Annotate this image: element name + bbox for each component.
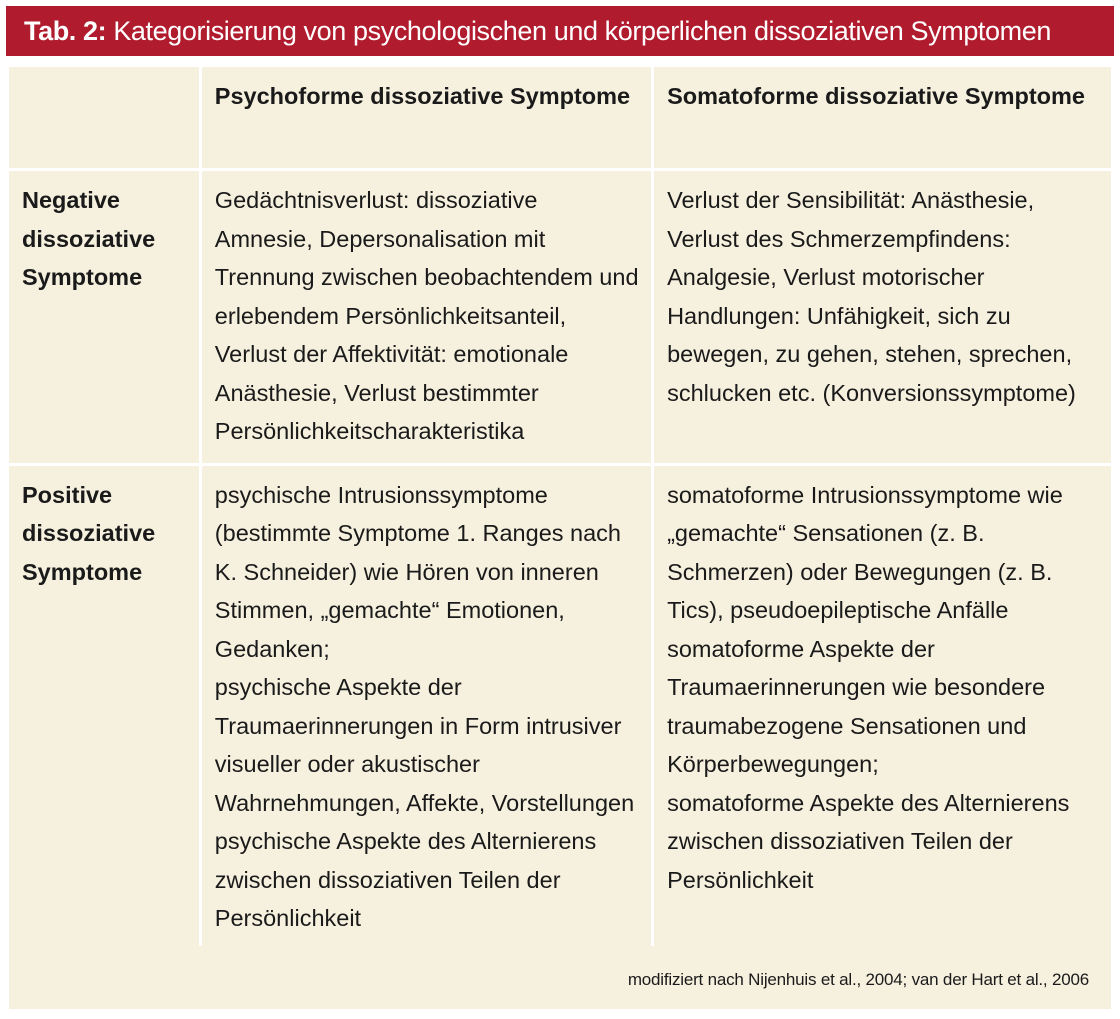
table-label: Tab. 2: (24, 16, 107, 46)
row-label-negative: Negative dissoziative Symptome (9, 171, 199, 463)
paragraph: psychische Aspekte der Traumaerinnerungen in Form intrusiver visueller oder akustischer Wahrnehmungen, Affekte, Vorstellungen (214, 674, 635, 816)
paragraph: somatoforme Aspekte des Alternierens zwischen dissoziativen Teilen der Persönlichkeit (667, 789, 1070, 893)
source-note: modifiziert nach Nijenhuis et al., 2004; van der Hart et al., 2006 (627, 970, 1089, 989)
footnote-box (9, 946, 1111, 1009)
table-caption: Kategorisierung von psychologischen und körperlichen dissoziativen Symptomen (113, 16, 1051, 46)
paragraph: somatoforme Aspekte der Traumaerinnerungen wie besondere traumabezogene Sensationen und Körperbewegungen; (667, 635, 1046, 777)
row-label-positive: Positive dissoziative Symptome (9, 466, 199, 951)
paragraph: somatoforme Intrusionssymptome wie „gemachte“ Sensationen (z. B. Schmerzen) oder Bewegungen (z. B. Tics), pseudoepileptische Anfälle (667, 481, 1063, 623)
cell-negative-somatoform: Verlust der Sensibilität: Anästhesie, Verlust des Schmerzempfindens: Analgesie, Verlust motorischer Handlungen: Unfähigkeit, sich zu bewegen, zu gehen, stehen, sprechen, schlucken etc. (Konversionssymptome) (654, 171, 1111, 463)
header-row (9, 67, 1111, 168)
header-psychoform: Psychoforme dissoziative Symptome (202, 67, 651, 168)
symptom-table (6, 64, 1114, 954)
table-row (9, 466, 1111, 951)
paragraph: psychische Intrusionssymptome (bestimmte Symptome 1. Ranges nach K. Schneider) wie Hören von inneren Stimmen, „gemachte“ Emotionen, Gedanken; (214, 481, 621, 662)
corner-cell (9, 67, 199, 168)
table-row (9, 171, 1111, 463)
header-somatoform: Somatoforme dissoziative Symptome (654, 67, 1111, 168)
table-title-bar (6, 6, 1114, 56)
cell-positive-psychoform (202, 466, 651, 951)
cell-positive-somatoform (654, 466, 1111, 951)
cell-negative-psychoform: Gedächtnisverlust: dissoziative Amnesie, Depersonalisation mit Trennung zwischen beobachtendem und erlebendem Persönlichkeitsanteil, Verlust der Affektivität: emotionale Anästhesie, Verlust bestimmter Persönlichkeitscharakteristika (202, 171, 651, 463)
paragraph: psychische Aspekte des Alternierens zwischen dissoziativen Teilen der Persönlichkeit (214, 828, 597, 931)
